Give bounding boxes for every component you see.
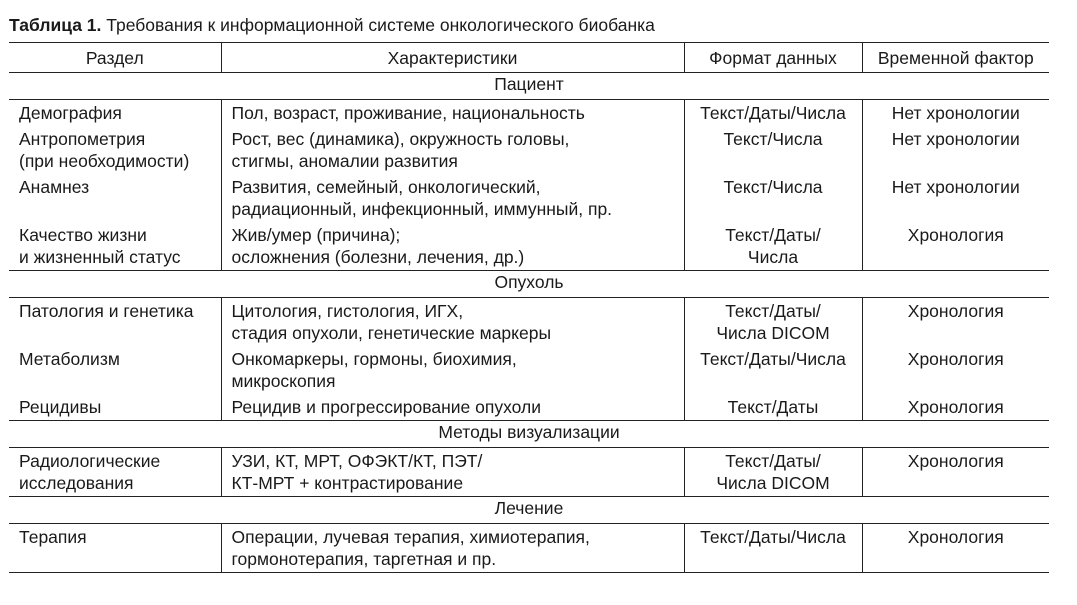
cell-characteristics <box>221 346 684 394</box>
cell-line: Терапия <box>19 527 87 547</box>
cell-line: УЗИ, КТ, МРТ, ОФЭКТ/КТ, ПЭТ/ <box>231 451 483 471</box>
cell-line: Антропометрия <box>19 129 146 149</box>
cell-line: Текст/Даты/Числа <box>700 527 846 547</box>
cell-time-factor <box>862 524 1049 573</box>
cell-line: Текст/Даты/Числа <box>700 349 846 369</box>
table-row <box>9 394 1049 421</box>
cell-line: Числа <box>747 247 799 267</box>
cell-characteristics <box>221 394 684 421</box>
cell-line: осложнения (болезни, лечения, др.) <box>231 247 525 267</box>
cell-line: стигмы, аномалии развития <box>231 151 458 171</box>
caption-label: Таблица 1. <box>9 15 102 35</box>
section-title: Опухоль <box>9 271 1049 298</box>
cell-line: Рецидив и прогрессирование опухоли <box>231 397 541 417</box>
cell-line: Патология и генетика <box>19 301 194 321</box>
cell-line: Развития, семейный, онкологический, <box>231 177 541 197</box>
cell-line: Радиологические <box>19 451 161 471</box>
cell-format <box>684 298 862 347</box>
cell-section <box>9 394 221 421</box>
cell-section <box>9 100 221 127</box>
cell-section <box>9 448 221 497</box>
cell-format <box>684 524 862 573</box>
cell-time-factor <box>862 126 1049 174</box>
cell-line: Текст/Даты/Числа <box>700 103 846 123</box>
section-title: Лечение <box>9 497 1049 524</box>
cell-line: Жив/умер (причина); <box>231 225 401 245</box>
cell-line: Хронология <box>907 451 1004 471</box>
cell-line: Пол, возраст, проживание, национальность <box>231 103 585 123</box>
cell-line: Текст/Числа <box>723 129 823 149</box>
cell-line: Нет хронологии <box>891 103 1020 123</box>
cell-line: Рецидивы <box>19 397 102 417</box>
cell-line: Текст/Даты <box>727 397 819 417</box>
cell-line: стадия опухоли, генетические маркеры <box>231 323 552 343</box>
section-title: Пациент <box>9 73 1049 100</box>
cell-line: и жизненный статус <box>19 247 181 267</box>
cell-time-factor <box>862 346 1049 394</box>
cell-format <box>684 346 862 394</box>
cell-section <box>9 222 221 271</box>
cell-section <box>9 126 221 174</box>
cell-line: исследования <box>19 473 134 493</box>
cell-section <box>9 346 221 394</box>
cell-time-factor <box>862 298 1049 347</box>
cell-line: радиационный, инфекционный, иммунный, пр. <box>231 199 613 219</box>
cell-time-factor <box>862 222 1049 271</box>
cell-line: Хронология <box>907 349 1004 369</box>
cell-line: (при необходимости) <box>19 151 190 171</box>
cell-line: Качество жизни <box>19 225 147 245</box>
cell-line: Текст/Даты/ <box>725 301 821 321</box>
cell-time-factor <box>862 394 1049 421</box>
cell-line: Нет хронологии <box>891 129 1020 149</box>
caption-text: Требования к информационной системе онкологического биобанка <box>101 15 655 35</box>
cell-characteristics <box>221 126 684 174</box>
section-row <box>9 497 1049 524</box>
header-characteristics: Характеристики <box>221 43 684 73</box>
cell-characteristics <box>221 524 684 573</box>
header-row <box>9 43 1049 73</box>
cell-format <box>684 394 862 421</box>
header-section: Раздел <box>9 43 221 73</box>
header-format: Формат данных <box>684 43 862 73</box>
table-caption <box>9 14 655 36</box>
cell-line: Онкомаркеры, гормоны, биохимия, <box>231 349 517 369</box>
cell-characteristics <box>221 298 684 347</box>
section-row <box>9 421 1049 448</box>
table-row <box>9 346 1049 394</box>
cell-line: Хронология <box>907 225 1004 245</box>
cell-line: Метаболизм <box>19 349 120 369</box>
cell-format <box>684 174 862 222</box>
cell-line: микроскопия <box>231 371 336 391</box>
table-row <box>9 100 1049 127</box>
table-row <box>9 126 1049 174</box>
cell-characteristics <box>221 222 684 271</box>
header-time-factor: Временной фактор <box>862 43 1049 73</box>
cell-time-factor <box>862 174 1049 222</box>
cell-format <box>684 448 862 497</box>
section-row <box>9 271 1049 298</box>
cell-line: Числа DICOM <box>716 473 830 493</box>
cell-time-factor <box>862 100 1049 127</box>
cell-time-factor <box>862 448 1049 497</box>
cell-line: Рост, вес (динамика), окружность головы, <box>231 129 570 149</box>
cell-section <box>9 174 221 222</box>
cell-characteristics <box>221 174 684 222</box>
cell-format <box>684 126 862 174</box>
cell-line: Хронология <box>907 397 1004 417</box>
cell-format <box>684 100 862 127</box>
cell-line: Текст/Даты/ <box>725 225 821 245</box>
table-row <box>9 448 1049 497</box>
cell-line: Операции, лучевая терапия, химиотерапия, <box>231 527 590 547</box>
cell-line: Нет хронологии <box>891 177 1020 197</box>
table-header <box>9 43 1049 73</box>
table-row <box>9 174 1049 222</box>
cell-line: Анамнез <box>19 177 90 197</box>
cell-format <box>684 222 862 271</box>
section-row <box>9 73 1049 100</box>
cell-section <box>9 298 221 347</box>
table-row <box>9 222 1049 271</box>
table-row <box>9 298 1049 347</box>
cell-line: Демография <box>19 103 122 123</box>
cell-section <box>9 524 221 573</box>
cell-line: Текст/Даты/ <box>725 451 821 471</box>
cell-line: Хронология <box>907 301 1004 321</box>
section-title: Методы визуализации <box>9 421 1049 448</box>
table-body <box>9 73 1049 573</box>
cell-line: Цитология, гистология, ИГХ, <box>231 301 464 321</box>
cell-characteristics <box>221 100 684 127</box>
table-row <box>9 524 1049 573</box>
cell-line: гормонотерапия, таргетная и пр. <box>231 549 497 569</box>
cell-characteristics <box>221 448 684 497</box>
cell-line: Числа DICOM <box>716 323 830 343</box>
requirements-table <box>9 42 1049 573</box>
cell-line: Текст/Числа <box>723 177 823 197</box>
cell-line: КТ-МРТ + контрастирование <box>231 473 464 493</box>
cell-line: Хронология <box>907 527 1004 547</box>
